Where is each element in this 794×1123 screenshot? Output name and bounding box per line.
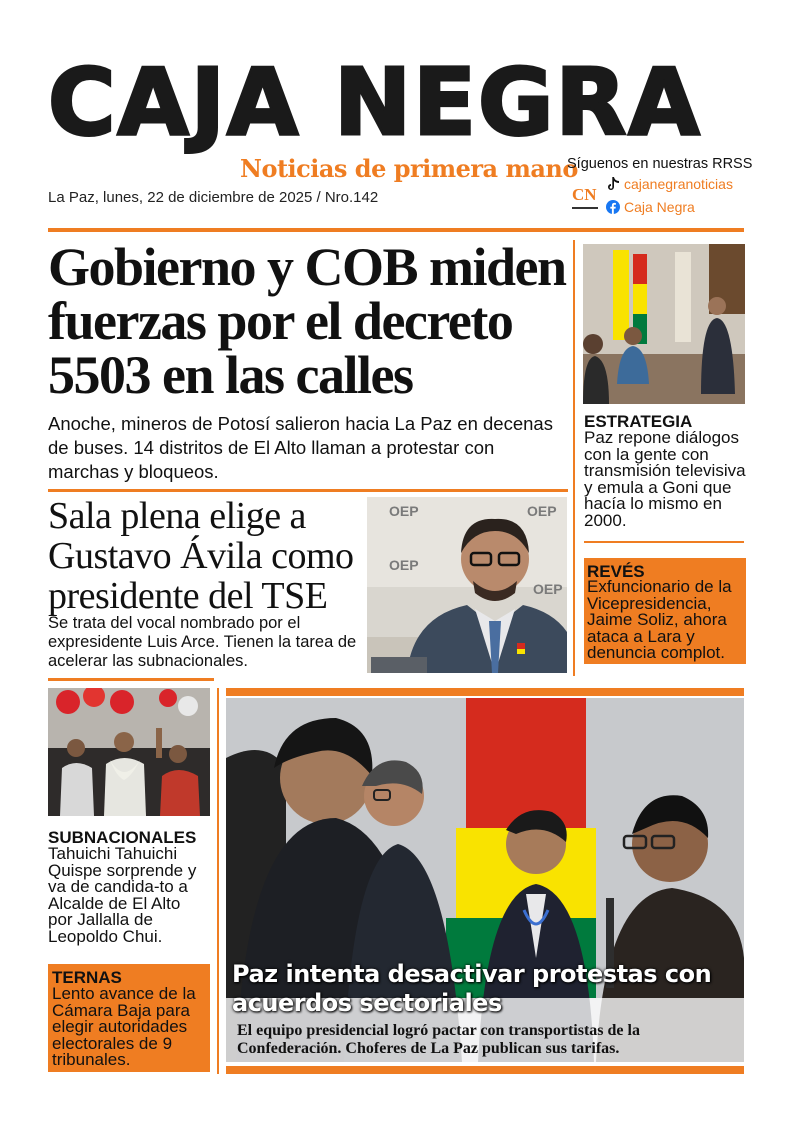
reves-kicker: REVÉS [587,562,645,581]
bottom-column-divider [217,688,219,1074]
left-divider [48,678,214,681]
tse-text: Se trata del vocal nombrado por el expresidente Luis Arce. Tienen la tarea de acelerar las subnacionales. [48,614,357,670]
ternas-box[interactable] [48,964,210,1072]
main-headline[interactable]: Gobierno y COB miden fuerzas por el decreto 5503 en las calles [48,237,566,405]
estrategia-photo[interactable] [583,244,745,404]
sidebar-divider [584,541,744,543]
tiktok-icon [606,176,620,192]
oep-label: OEP [389,503,419,519]
main-lead: Anoche, mineros de Potosí salieron hacia La Paz en decenas de buses. 14 distritos de El Alto llaman a protestar con marchas y bloqueos. [48,413,553,482]
ternas-text: Lento avance de la Cámara Baja para elegir autoridades electorales de 9 tribunales. [52,984,196,1069]
masthead-title: CAJA NEGRA [48,49,702,156]
facebook-handle: Caja Negra [624,199,695,215]
oep-label: OEP [389,557,419,573]
tiktok-handle: cajanegranoticias [624,176,733,192]
subnacionales-kicker: SUBNACIONALES [48,828,197,847]
ternas-kicker: TERNAS [52,968,122,987]
column-divider [573,240,575,676]
photo-story-top-rule [226,688,744,696]
protest-story-text: El equipo presidencial logró pactar con transportistas de la Confederación. Choferes de La Paz publican sus tarifas. [237,1022,640,1057]
tiktok-link[interactable] [606,176,733,192]
tse-photo[interactable] [367,497,567,673]
facebook-icon [606,200,620,214]
tse-headline[interactable]: Sala plena elige a Gustavo Ávila como presidente del TSE [48,495,354,617]
oep-label: OEP [533,581,563,597]
protest-story-headline[interactable]: Paz intenta desactivar protestas con acuerdos sectoriales [232,960,712,1017]
oep-label: OEP [527,503,557,519]
facebook-link[interactable] [606,199,695,215]
subnacionales-photo[interactable] [48,688,210,816]
subnacionales-text: Tahuichi Tahuichi Quispe sorprende y va de candida-to a Alcalde de El Alto por Jallalla de Leopoldo Chui. [48,844,197,946]
photo-story-bottom-rule [226,1066,744,1074]
main-divider [48,489,568,492]
estrategia-text: Paz repone diálogos con la gente con transmisión televisiva y emula a Goni que hacía lo mismo en 2000. [584,428,746,530]
top-divider [48,228,744,232]
caja-negra-logo: CN [572,185,598,209]
social-title: Síguenos en nuestras RRSS [567,156,753,172]
reves-box[interactable] [584,558,746,664]
reves-text: Exfuncionario de la Vicepresidencia, Jaime Soliz, ahora ataca a Lara y denuncia complot. [587,577,732,662]
masthead-tagline: Noticias de primera mano [240,154,578,183]
estrategia-kicker: ESTRATEGIA [584,412,693,431]
dateline: La Paz, lunes, 22 de diciembre de 2025 / Nro.142 [48,189,379,206]
